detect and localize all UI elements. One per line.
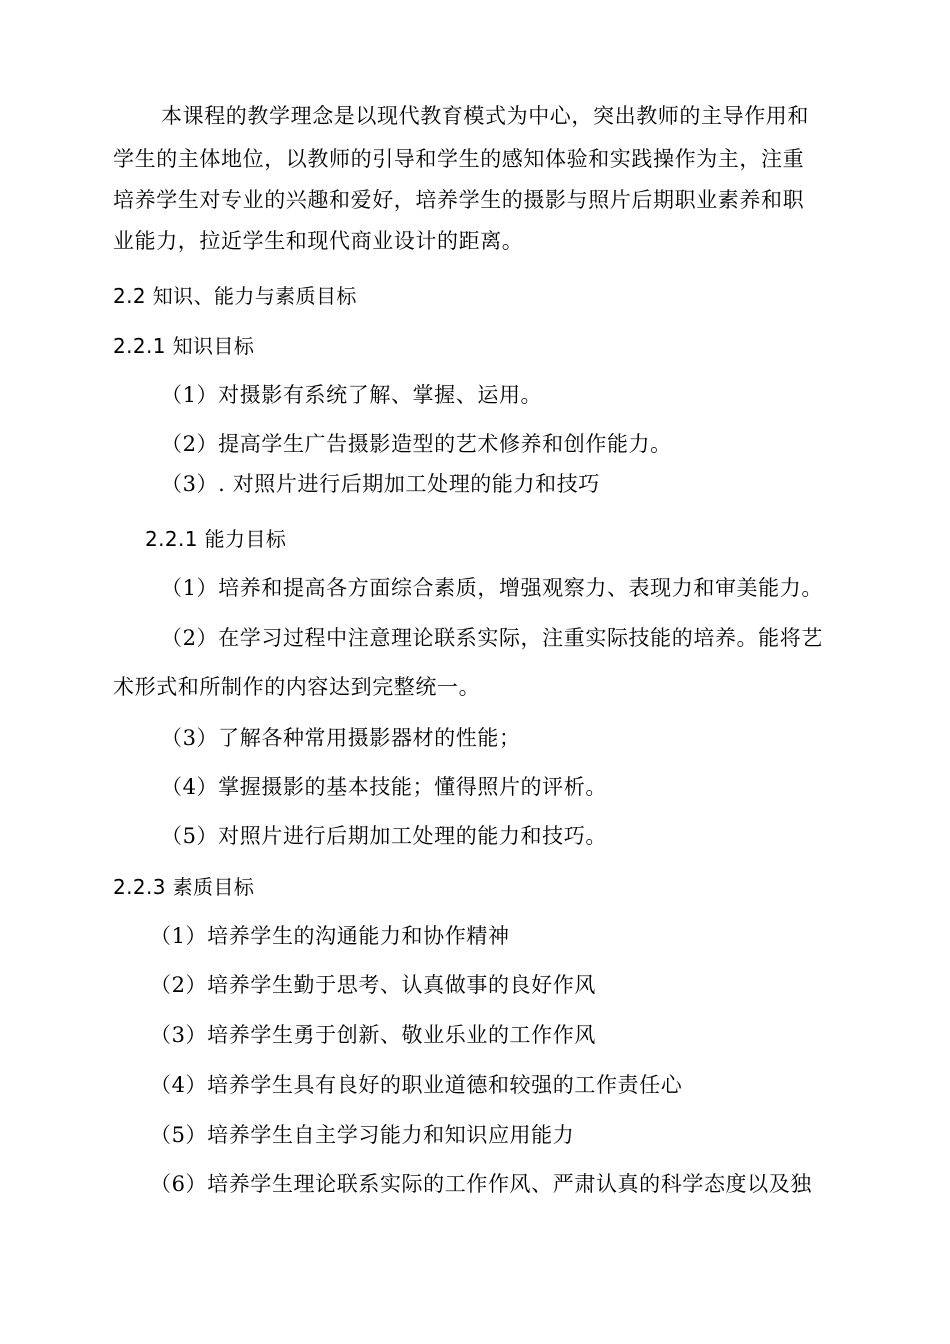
knowledge-item: （3）. 对照片进行后期加工处理的能力和技巧 bbox=[161, 472, 600, 496]
intro-line-4: 业能力，拉近学生和现代商业设计的距离。 bbox=[113, 229, 524, 253]
ability-item: （3）了解各种常用摄影器材的性能； bbox=[161, 726, 521, 750]
intro-line-2: 学生的主体地位，以教师的引导和学生的感知体验和实践操作为主，注重 bbox=[113, 147, 805, 171]
knowledge-item: （1）对摄影有系统了解、掌握、运用。 bbox=[161, 383, 543, 407]
quality-item: （3）培养学生勇于创新、敬业乐业的工作作风 bbox=[150, 1023, 596, 1047]
ability-item-continuation: 术形式和所制作的内容达到完整统一。 bbox=[113, 675, 481, 699]
quality-item: （5）培养学生自主学习能力和知识应用能力 bbox=[150, 1123, 575, 1147]
intro-line-1: 本课程的教学理念是以现代教育模式为中心，突出教师的主导作用和 bbox=[161, 104, 809, 128]
knowledge-heading: 2.2.1 知识目标 bbox=[113, 334, 255, 358]
quality-item: （1）培养学生的沟通能力和协作精神 bbox=[150, 924, 510, 948]
quality-item: （4）培养学生具有良好的职业道德和较强的工作责任心 bbox=[150, 1073, 683, 1097]
knowledge-item: （2）提高学生广告摄影造型的艺术修养和创作能力。 bbox=[161, 432, 672, 456]
quality-heading: 2.2.3 素质目标 bbox=[113, 875, 255, 899]
ability-item: （2）在学习过程中注意理论联系实际，注重实际技能的培养。能将艺 bbox=[161, 626, 823, 650]
ability-item: （1）培养和提高各方面综合素质，增强观察力、表现力和审美能力。 bbox=[161, 576, 823, 600]
ability-item: （5）对照片进行后期加工处理的能力和技巧。 bbox=[161, 824, 607, 848]
quality-item: （6）培养学生理论联系实际的工作作风、严肃认真的科学态度以及独 bbox=[150, 1172, 812, 1196]
ability-heading: 2.2.1 能力目标 bbox=[145, 527, 287, 551]
quality-item: （2）培养学生勤于思考、认真做事的良好作风 bbox=[150, 973, 596, 997]
section-heading-2-2: 2.2 知识、能力与素质目标 bbox=[113, 284, 357, 308]
intro-line-3: 培养学生对专业的兴趣和爱好，培养学生的摄影与照片后期职业素养和职 bbox=[113, 188, 805, 212]
ability-item: （4）掌握摄影的基本技能；懂得照片的评析。 bbox=[161, 775, 607, 799]
